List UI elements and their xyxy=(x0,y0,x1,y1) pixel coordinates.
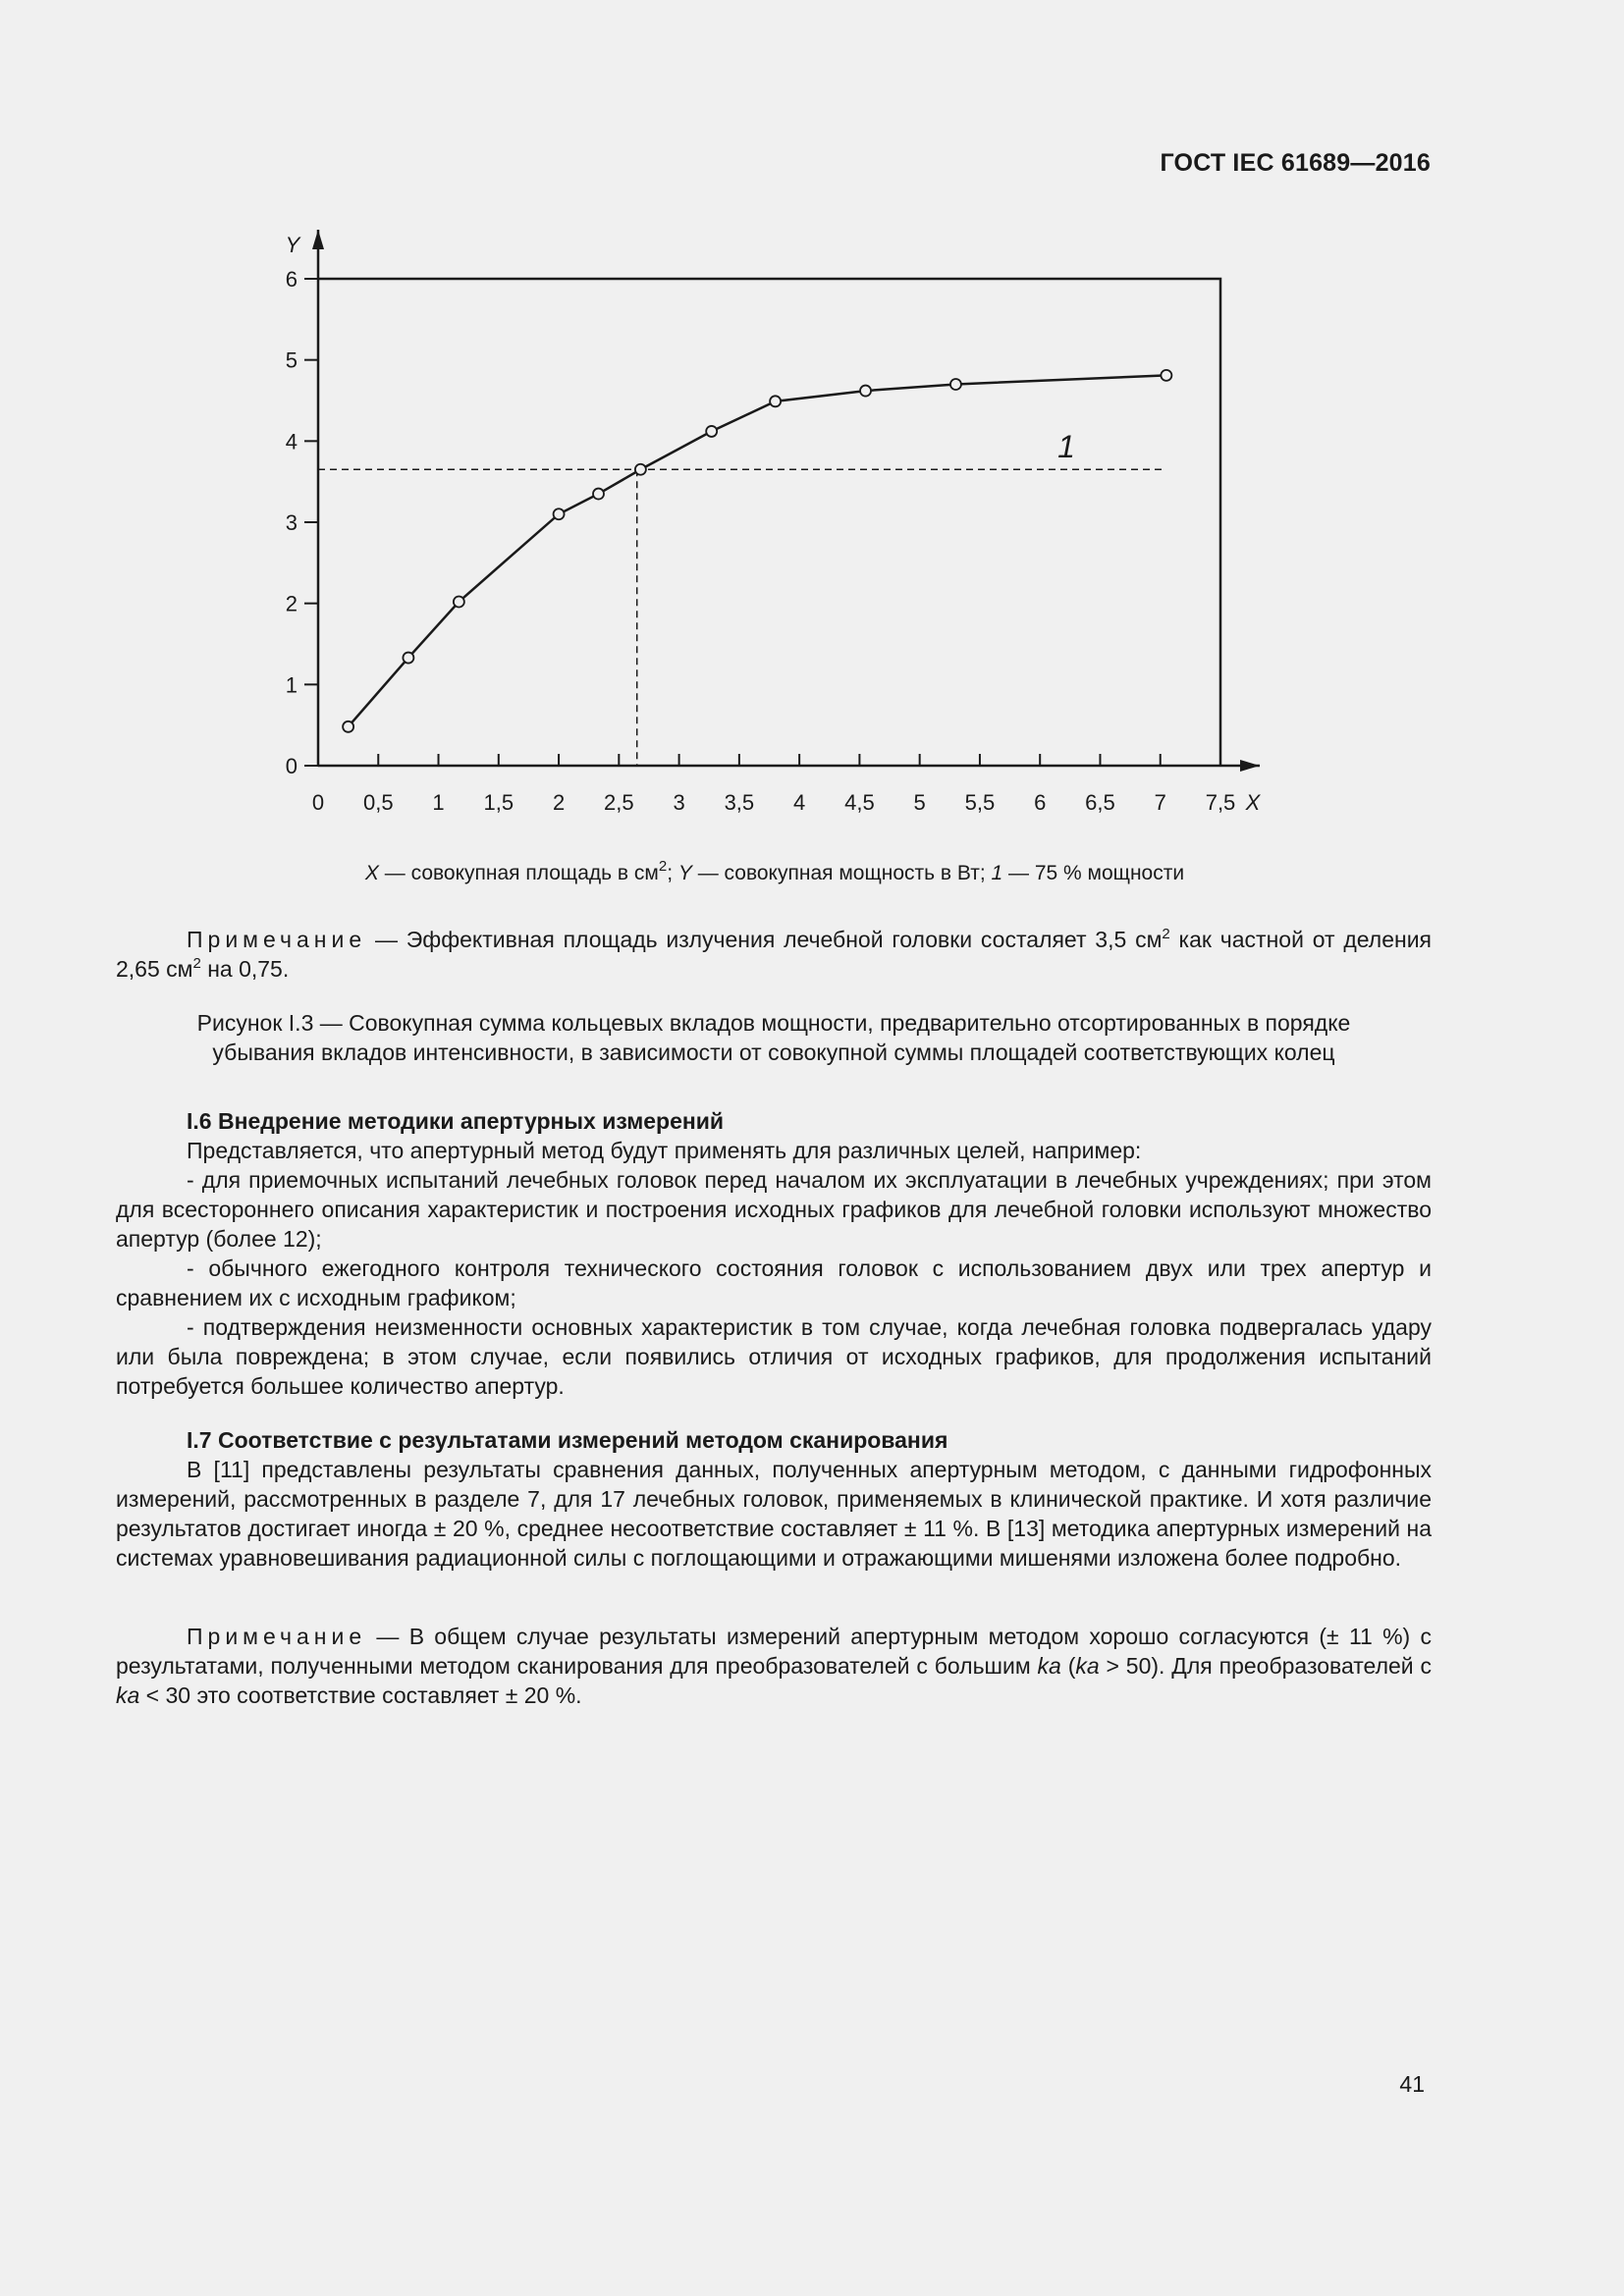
note-2-text-d: < 30 это соответствие составляет ± 20 %. xyxy=(139,1682,582,1708)
section-6-item-1: - для приемочных испытаний лечебных головок перед началом их эксплуатации в лечебных учреждениях; при этом для всестороннего описания характеристик и построения исходных графиков для лечебной головки используют множество апертур (более 12); xyxy=(116,1167,1432,1252)
section-6-item-2: - обычного ежегодного контроля технического состояния головок с использованием двух или трех апертур и сравнением их с исходным графиком; xyxy=(116,1255,1432,1310)
note-2-ka-3: ka xyxy=(116,1682,140,1708)
data-point xyxy=(770,396,781,406)
section-6-heading: I.6 Внедрение методики апертурных измерений xyxy=(187,1108,725,1134)
note-1-label: Примечание xyxy=(187,927,367,952)
note-1-text-b: как частной от деления 2,65 см xyxy=(116,927,1433,982)
y-tick-label: 4 xyxy=(285,429,298,454)
data-point xyxy=(950,379,961,390)
data-point xyxy=(593,489,604,500)
section-7-paragraph: В [11] представлены результаты сравнения данных, полученных апертурным методом, с данными гидрофонных измерений, рассмотренных в разделе 7, для 17 лечебных головок, применяемых в клинической практике. И хотя различие результатов достигает иногда ± 20 %, среднее несоответствие составляет ± 11 %. В [13] методика апертурных измерений на системах уравновешивания радиационной силы с поглощающими и отражающими мишенями изложена более подробно. xyxy=(116,1457,1432,1571)
y-tick-label: 0 xyxy=(285,754,298,778)
x-tick-label: 5,5 xyxy=(964,790,996,815)
data-point xyxy=(706,426,717,437)
legend-y-symbol: Y xyxy=(677,862,692,884)
note-1 xyxy=(116,925,1432,984)
note-2-label: Примечание xyxy=(187,1624,367,1649)
x-tick-label: 7 xyxy=(1154,790,1166,815)
data-point xyxy=(554,508,565,519)
x-tick-label: 7,5 xyxy=(1205,790,1236,815)
x-tick-label: 1 xyxy=(432,790,445,815)
y-tick-label: 3 xyxy=(285,510,298,535)
legend-x-symbol: X xyxy=(364,862,379,884)
data-point xyxy=(403,653,413,664)
note-1-text-c: на 0,75. xyxy=(200,956,290,982)
note-2-ka-2: ka xyxy=(1075,1653,1100,1679)
data-point xyxy=(860,386,871,397)
document-id-header: ГОСТ IEC 61689—2016 xyxy=(1160,149,1431,177)
x-tick-label: 1,5 xyxy=(483,790,514,815)
note-2 xyxy=(116,1622,1432,1710)
section-7-heading: I.7 Соответствие с результатами измерений методом сканирования xyxy=(187,1427,948,1453)
figure-title xyxy=(147,1008,1400,1067)
y-tick-label: 5 xyxy=(285,347,298,373)
x-tick-label: 5 xyxy=(913,790,926,815)
note-1-sup-2: 2 xyxy=(192,955,201,972)
x-tick-label: 2,5 xyxy=(604,790,634,815)
x-tick-label: 0,5 xyxy=(362,790,394,815)
legend-x-desc: — совокупная площадь в см xyxy=(378,862,659,884)
data-point xyxy=(1161,370,1171,381)
x-axis-label: X xyxy=(1245,790,1261,815)
series-line xyxy=(349,375,1166,726)
y-tick-label: 2 xyxy=(285,591,298,616)
legend-ref-desc: — 75 % мощности xyxy=(1002,862,1185,884)
note-2-text: — В общем случае результаты измерений апертурным методом хорошо согласуются (± 11 %) с результатами, полученными методом сканирования для преобразователей с большим xyxy=(116,1624,1432,1679)
legend-y-desc: — совокупная мощность в Вт; xyxy=(691,862,992,884)
data-point xyxy=(343,721,353,732)
section-6-intro: Представляется, что апертурный метод будут применять для различных целей, например: xyxy=(187,1138,1142,1163)
section-6-item-3: - подтверждения неизменности основных характеристик в том случае, когда лечебная головка подвергалась удару или была повреждена; в этом случае, если появились отличия от исходных графиков, для продолжения испытаний потребуется большее количество апертур. xyxy=(116,1314,1432,1399)
note-2-text-b: ( xyxy=(1060,1653,1076,1679)
x-tick-label: 2 xyxy=(552,790,566,815)
note-2-ka: ka xyxy=(1037,1653,1061,1679)
x-tick-label: 3 xyxy=(673,790,685,815)
note-2-text-c: > 50). Для преобразователей с xyxy=(1099,1653,1432,1679)
x-tick-label: 3,5 xyxy=(724,790,755,815)
note-1-sup: 2 xyxy=(1162,926,1170,942)
y-tick-label: 6 xyxy=(285,267,298,292)
plot-frame xyxy=(318,279,1220,766)
legend-separator: ; xyxy=(667,862,678,884)
page-number: 41 xyxy=(1399,2071,1425,2097)
section-6 xyxy=(116,1106,1432,1401)
x-tick-label: 6 xyxy=(1034,790,1047,815)
y-axis-label: Y xyxy=(285,233,300,257)
figure-title-text: Рисунок I.3 — Совокупная сумма кольцевых вкладов мощности, предварительно отсортированных в порядке убывания вкладов интенсивности, в зависимости от совокупной суммы площадей соответствующих колец xyxy=(196,1010,1351,1065)
y-tick-label: 1 xyxy=(285,672,298,698)
x-tick-label: 0 xyxy=(311,790,325,815)
data-point xyxy=(454,597,464,608)
x-tick-label: 4 xyxy=(793,790,806,815)
reference-label: 1 xyxy=(1057,429,1075,464)
data-point xyxy=(635,464,646,475)
section-7 xyxy=(116,1425,1432,1573)
power-area-chart xyxy=(0,0,1624,923)
figure-legend xyxy=(118,858,1432,885)
x-tick-label: 4,5 xyxy=(844,790,875,815)
note-1-text: — Эффективная площадь излучения лечебной головки состаляет 3,5 см xyxy=(366,927,1163,952)
x-tick-label: 6,5 xyxy=(1085,790,1115,815)
legend-ref-symbol: 1 xyxy=(991,862,1003,884)
legend-superscript: 2 xyxy=(658,858,668,875)
